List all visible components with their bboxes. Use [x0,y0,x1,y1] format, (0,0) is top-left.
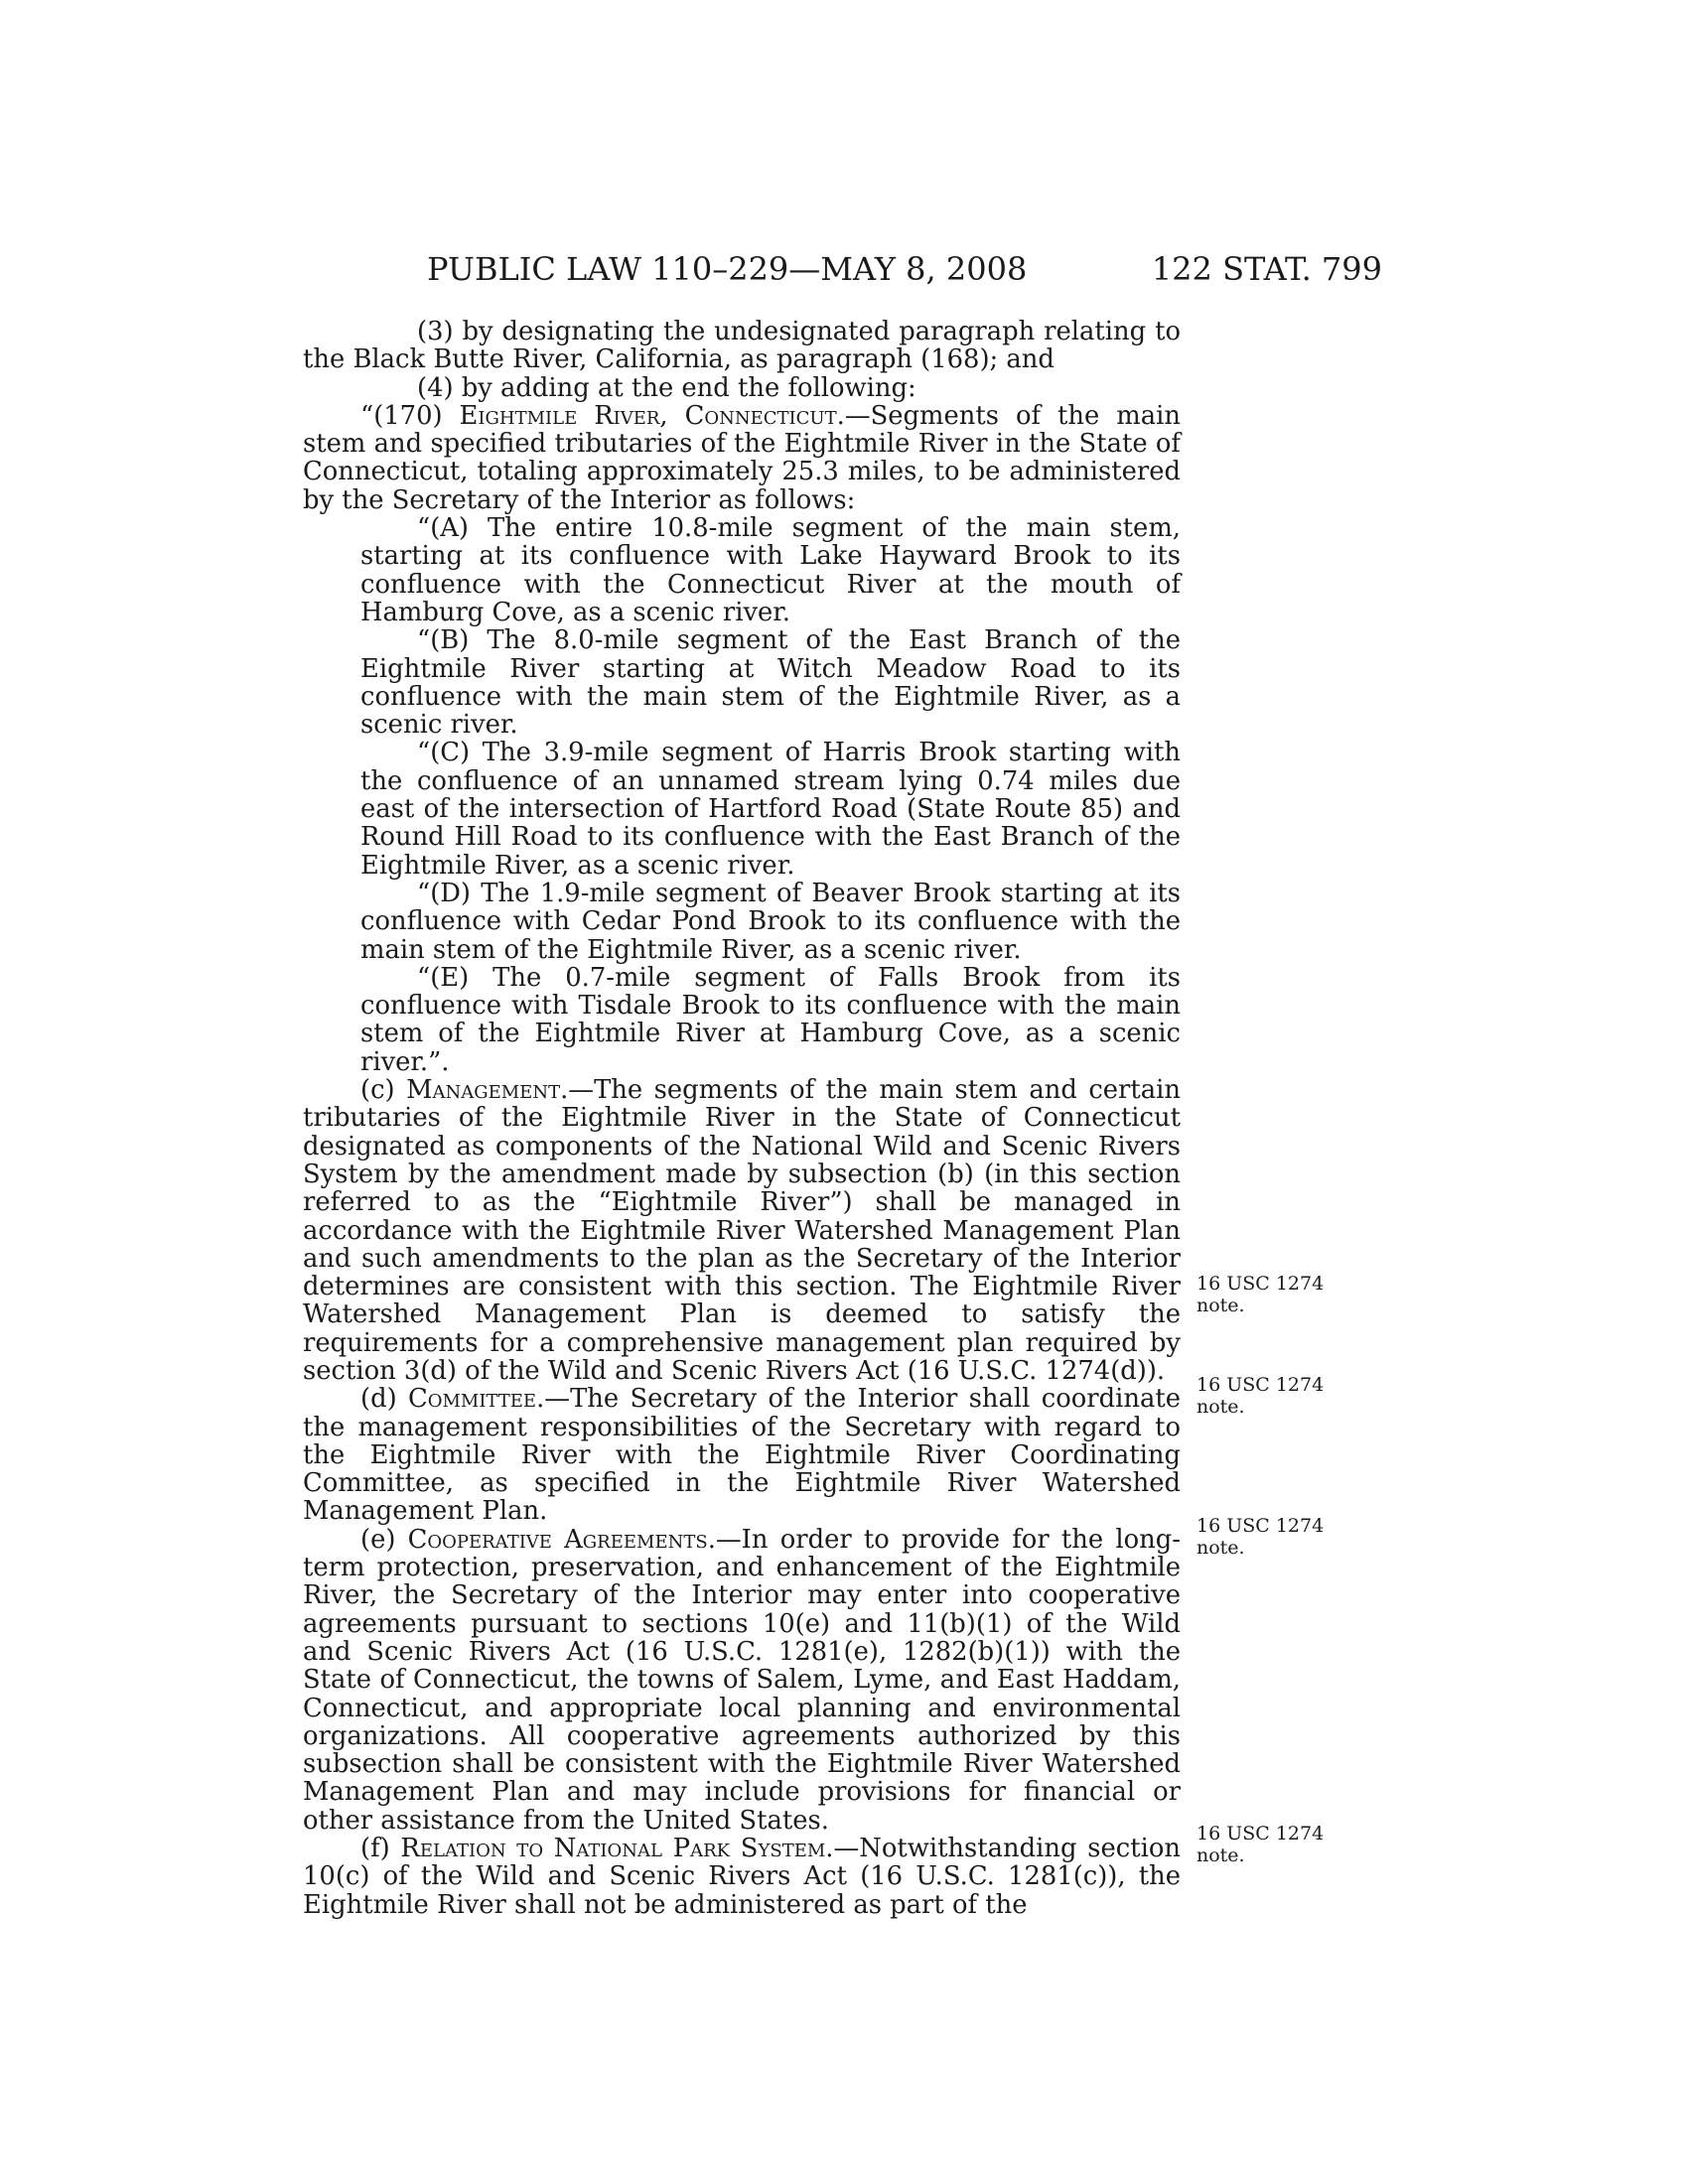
subparagraph-b: “(B) The 8.0-mile segment of the East Branch of the Eightmile River starting at Witch Meadow Road to its confluence with the main stem of the Eightmile River, as a scenic river. [360,625,1181,741]
subparagraph-a: “(A) The entire 10.8-mile segment of the main stem, starting at its confluence with Lake Hayward Brook to its confluence with the Connecticut River at the mouth of Hamburg Cove, as a scenic river. [360,513,1181,627]
margin-note-c [1196,1273,1326,1316]
margin-note-d [1196,1374,1326,1418]
margin-note-citation: 16 USC 1274 [1196,1374,1325,1396]
section-c-management [303,1076,1181,1385]
margin-note-label: note. [1196,1295,1245,1316]
section-f-text: .—Notwithstanding section 10(c) of the Wild and Scenic Rivers Act (16 U.S.C. 1281(c)), the Eightmile River shall not be administered as part of the [303,1834,1181,1920]
section-c-text: .—The segments of the main stem and certain tributaries of the Eightmile River in the State of Connecticut designated as components of the National Wild and Scenic Rivers System by the amendment made by subsection (b) (in this section referred to as the “Eightmile River”) shall be managed in accordance with the Eightmile River Watershed Management Plan and such amendments to the plan as the Secretary of the Interior determines are consistent with this section. The Eightmile River Watershed Management Plan is deemed to satisfy the requirements for a comprehensive management plan required by section 3(d) of the Wild and Scenic Rivers Act (16 U.S.C. 1274(d)). [303,1075,1182,1386]
section-d-text: .—The Secretary of the Interior shall coordinate the management responsibilities of the Secretary with regard to the Eightmile River with the Eightmile River Coordinating Committee, as specified in the Eightmile River Watershed Management Plan. [303,1384,1181,1527]
section-e-heading: Cooperative Agreements [407,1524,708,1555]
section-f-heading: Relation to National Park System [400,1834,826,1864]
margin-note-label: note. [1196,1537,1245,1559]
statute-page-number: 122 STAT. 799 [1151,250,1382,288]
body-text [303,318,1181,1919]
paragraph-4: (4) by adding at the end the following: [417,372,916,403]
section-f-relation [303,1835,1181,1919]
section-e-cooperative-agreements [303,1526,1181,1835]
subparagraph-c: “(C) The 3.9-mile segment of Harris Brook starting with the confluence of an unnamed stream lying 0.74 miles due east of the intersection of Hartford Road (State Route 85) and Round Hill Road to its confluence with the East Branch of the Eightmile River, as a scenic river. [360,738,1181,881]
paragraph-170-text: .—Segments of the main stem and specified tributaries of the Eightmile River in the State of Connecticut, totaling approximately 25.3 miles, to be administered by the Secretary of the Interior as follows: [303,400,1181,515]
paragraph-170-heading: Eightmile River, Connecticut [459,400,837,431]
margin-note-label: note. [1196,1844,1245,1866]
paragraph-3: (3) by designating the undesignated paragraph relating to the Black Butte River, California, as paragraph (168); and [303,317,1181,375]
margin-note-citation: 16 USC 1274 [1196,1823,1325,1844]
law-title: PUBLIC LAW 110–229—MAY 8, 2008 [427,250,1028,288]
section-f-number: (f) [360,1834,401,1864]
section-d-number: (d) [360,1384,408,1415]
subparagraph-e: “(E) The 0.7-mile segment of Falls Brook from its confluence with Tisdale Brook to its confluence with the main stem of the Eightmile River at Hamburg Cove, as a scenic river.”. [360,962,1181,1077]
section-e-text: .—In order to provide for the long-term protection, preservation, and enhancement of the Eightmile River, the Secretary of the Interior may enter into cooperative agreements pursuant to sections 10(e) and 11(b)(1) of the Wild and Scenic Rivers Act (16 U.S.C. 1281(e), 1282(b)(1)) with the State of Connecticut, the towns of Salem, Lyme, and East Haddam, Connecticut, and appropriate local planning and environmental organizations. All cooperative agreements authorized by this subsection shall be consistent with the Eightmile River Watershed Management Plan and may include provisions for financial or other assistance from the United States. [303,1524,1181,1836]
margin-note-citation: 16 USC 1274 [1196,1515,1325,1537]
subparagraph-d: “(D) The 1.9-mile segment of Beaver Brook starting at its confluence with Cedar Pond Brook to its confluence with the main stem of the Eightmile River, as a scenic river. [360,878,1181,965]
section-e-number: (e) [360,1524,408,1555]
section-c-heading: Management [406,1075,561,1106]
section-d-heading: Committee [407,1384,537,1415]
running-header [427,250,1382,290]
margin-note-citation: 16 USC 1274 [1196,1273,1325,1295]
section-c-number: (c) [360,1075,407,1106]
margin-note-f [1196,1823,1326,1866]
section-d-committee [303,1385,1181,1525]
margin-note-label: note. [1196,1396,1245,1418]
paragraph-170 [303,402,1181,514]
margin-note-e [1196,1515,1326,1559]
paragraph-170-number: “(170) [360,400,460,431]
